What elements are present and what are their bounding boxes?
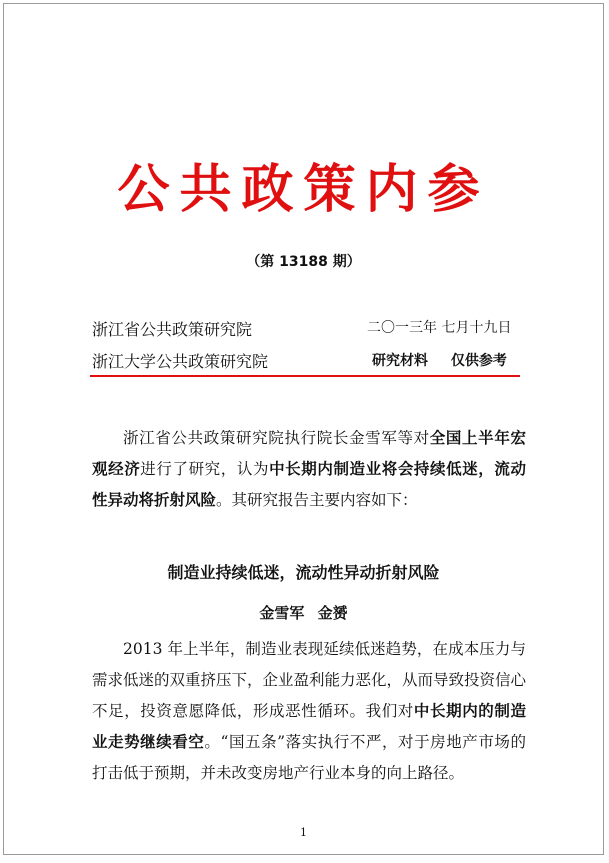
header-divider [90,375,520,377]
body-text-1: 2013 年上半年，制造业表现延续低迷趋势，在成本压力与需求低迷的双重挤压下，企业盈利能力恶化，从而导致投资信心不足，投资意愿降低，形成恶性循环。我们对 [92,640,527,720]
publisher-name-1: 浙江省公共政策研究院 [92,320,253,339]
intro-paragraph [92,423,526,516]
issue-number: （第 13188 期） [246,254,361,270]
reference-note: 研究材料 仅供参考 [372,353,507,369]
intro-text-2: 进行了研究，认为 [140,460,270,478]
intro-text-1: 浙江省公共政策研究院执行院长金雪军等对 [123,429,430,447]
document-title: 公共政策内参 [117,159,490,220]
publish-date: 二〇一三年 七月十九日 [367,320,512,336]
document-page [3,3,604,855]
intro-text-3: 。其研究报告主要内容如下： [216,491,418,509]
page-number: 1 [300,826,307,839]
intro-emphasis-2: 中长期内制造业将会持续低迷，流动性异动将折射风险 [92,460,526,509]
body-text-2: 。“国五条”落实执行不严，对于房地产市场的打击低于预期，并未改变房地产行业本身的向上路径。 [92,733,526,782]
authors: 金雪军 金赟 [259,604,348,622]
publisher-name-2: 浙江大学公共政策研究院 [92,352,269,371]
section-title: 制造业持续低迷，流动性异动折射风险 [167,563,440,582]
body-paragraph [92,634,526,789]
body-emphasis-1: 中长期内的制造业走势继续看空 [92,702,526,751]
intro-emphasis-1: 全国上半年宏观经济 [92,429,526,478]
